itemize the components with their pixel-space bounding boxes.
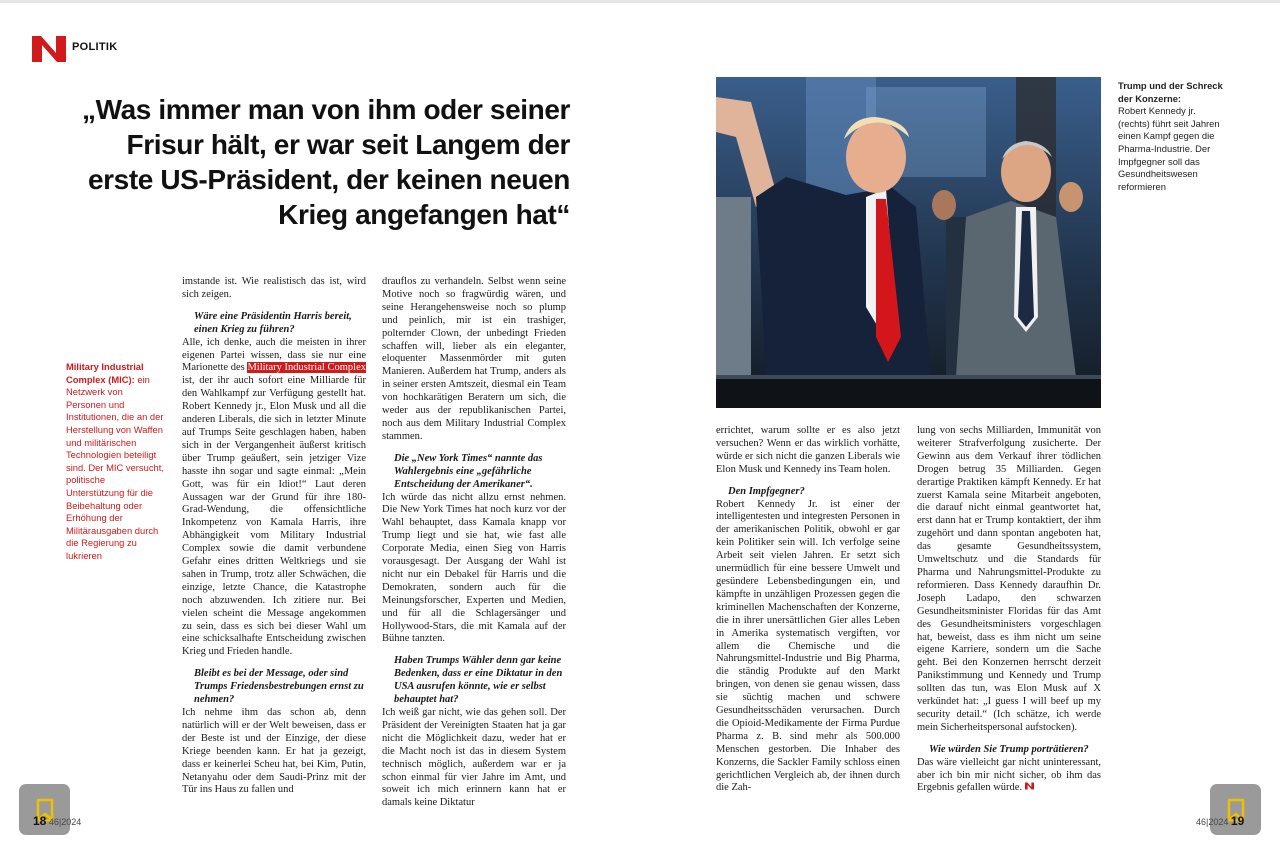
paragraph: errichtet, warum sollte er es also jetzt versuchen? Wenn er das wirklich vorhätte, würde er sich nicht die ganzen Liberals wie Elon Musk und Kennedy ins Team holen. [716, 425, 900, 475]
interview-question: Wie würden Sie Trump porträtieren? [929, 743, 1089, 755]
caption-text: Robert Kennedy jr. (rechts) führt seit Jahren einen Kampf gegen die Pharma-Industrie. Der Impfgegner soll das Gesundheitswesen reformieren [1118, 105, 1220, 192]
brand-logo-icon [32, 36, 66, 62]
paragraph: imstande ist. Wie realistisch das ist, wird sich zeigen. [182, 276, 366, 300]
article-column-4 [917, 425, 1101, 795]
end-mark-icon [1025, 782, 1034, 790]
glossary-note [66, 361, 164, 563]
paragraph: Ich nehme ihm das schon ab, denn natürlich will er der Welt beweisen, dass er der Beste ist und der Einzige, der diese Kriege beenden kann. Er hat ja gezeigt, dass er keinerlei Scheu hat, bei Kim, Putin, Netanyahu oder dem Saudi-Prinz mit der Tür ins Haus zu fallen und [182, 707, 366, 796]
section-label: POLITIK [72, 41, 118, 53]
issue-number: 46|2024 [48, 817, 82, 827]
paragraph [917, 757, 1101, 796]
article-column-2 [382, 276, 566, 810]
interview-question: Die „New York Times“ nannte das Wahlergebnis eine „gefährliche Entscheidung der Amerikaner“. [394, 452, 543, 490]
page-footer-right [1196, 814, 1244, 828]
article-column-1 [182, 276, 366, 797]
interview-question: Den Impfgegner? [728, 485, 805, 497]
glossary-text: ein Netzwerk von Personen und Institutionen, die an der Herstellung von Waffen und militärischen Technologien beteiligt sind. Der MIC versucht, politische Unterstützung für die Beibehaltung oder Erhöhung der Militärausgaben durch die Regierung zu lukrieren [66, 373, 164, 561]
pull-quote-line: Krieg angefangen hat“ [278, 199, 570, 230]
page-number: 19 [1230, 814, 1245, 828]
paragraph [182, 337, 366, 660]
pull-quote [60, 92, 570, 232]
interview-question: Wäre eine Präsidentin Harris bereit, einen Krieg zu führen? [194, 310, 352, 335]
top-rule [0, 0, 1280, 3]
photo-illustration [716, 77, 1101, 408]
page-footer-left [33, 814, 81, 828]
paragraph-text: Alle, ich denke, auch die meisten in ihrer eigenen Partei wissen, dass sie nur eine Marionette des [182, 336, 366, 374]
interview-question: Bleibt es bei der Message, oder sind Trumps Friedensbestrebungen ernst zu nehmen? [194, 668, 364, 706]
pull-quote-line: „Was immer man von ihm oder seiner [82, 94, 570, 125]
paragraph: Robert Kennedy Jr. ist einer der intelligentesten und integresten Personen in der amerikanischen Politik, obwohl er gar kein Politiker sein will. Ich verfolge seine Arbeit seit vielen Jahren. Er setzt sich unermüdlich für eine bessere Umwelt und gesündere Lebensbedingungen ein, und kämpfte in unzähligen Prozessen gegen die kriminellen Machenschaften der Konzerne, die in ihrer unersättlichen Gier alles Leben in Amerika systematisch vergiften, vor allem die Chemische und die Nahrungsmittel-Industrie und Big Pharma, die ständig Produkte auf den Markt bringen, von denen sie genau wissen, dass sie süchtig machen und schwere Gesundheitsschäden verursachen. Durch die Opioid-Medikamente der Firma Purdue Pharma z. B. sind mehr als 500.000 Menschen gestorben. Die Inhaber des Konzerns, die Sackler Family schloss einen gerichtlichen Vergleich ab, der ihnen durch die Zah- [716, 498, 900, 794]
paragraph: Ich würde das nicht allzu ernst nehmen. Die New York Times hat noch kurz vor der Wahl behauptet, dass Kamala knapp vor Trump liegt und sie hat, wie fast alle Corporate Media, einen Sieg von Harris vorausgesagt. Der Ausgang der Wahl ist nicht nur ein Debakel für Harris und die Demokraten, sondern auch für die Meinungsforscher, Experten und Medien, und für all die Schlagersänger und Hollywood-Stars, die mit Kamala auf der Bühne tanzten. [382, 491, 566, 645]
interview-question: Haben Trumps Wähler denn gar keine Bedenken, dass er eine Diktatur in den USA ausrufen könnte, wie er selbst behauptet hat? [394, 655, 563, 706]
pull-quote-line: Frisur hält, er war seit Langem der [126, 129, 570, 160]
paragraph: Ich weiß gar nicht, wie das gehen soll. Der Präsident der Vereinigten Staaten hat ja gar nicht die Möglichkeit dazu, weder hat er die Macht noch ist das in diesem System technisch möglich, außerdem war er ja schon einmal für vier Jahre im Amt, und soweit ich mich erinnern kann hat er damals keine Diktatur [382, 707, 566, 809]
paragraph-text: Das wäre vielleicht gar nicht uninteressant, aber ich bin mir nicht sicher, ob ihm das Ergebnis gefallen würde. [917, 756, 1101, 794]
article-column-3 [716, 425, 900, 795]
paragraph: lung von sechs Milliarden, Immunität von weiterer Strafverfolgung zusicherte. Der Gewinn aus dem Verkauf ihrer tödlichen Drogen betrug 35 Milliarden. Gegen derartige Praktiken kämpft Kennedy. Er hat zuerst Kamala seine Mitarbeit angeboten, die darauf nicht einmal geantwortet hat, erst dann hat er Trump kontaktiert, der ihm zugehört und dann spontan angeboten hat, das gesamte Gesundheitssystem, Umweltschutz und die Standards für Pharma und Nahrungsmittel-Produkte zu reformieren. Dass Kennedy daraufhin Dr. Joseph Ladapo, den schwarzen Gesundheitsminister Floridas für das Amt des Gesundheitsministers vorgeschlagen hat, beweist, dass es ihm nicht um seine eigene Karriere, sondern um die Sache geht. Bei den Konzernen herrscht derzeit Panikstimmung und Kennedy und Trump sollten das tun, was Elon Musk auf X verkündet hat: „I guess I will beef up my security detail.“ (Ich schätze, ich werde mein Sicherheitspersonal aufstocken). [917, 425, 1101, 733]
page-number: 18 [33, 814, 47, 828]
issue-number: 46|2024 [1196, 817, 1229, 827]
caption-title: Trump und der Schreck der Konzerne: [1118, 80, 1223, 104]
pull-quote-line: erste US-Präsident, der keinen neuen [88, 164, 570, 195]
highlighted-term: Military Industrial Complex [247, 362, 366, 374]
paragraph: drauflos zu verhandeln. Selbst wenn seine Motive noch so fragwürdig wären, und seine Herangehensweise noch so plump und peinlich, mir ist ein trashiger, polternder Clown, der unbedingt Frieden schaffen will, lieber als ein eleganter, eloquenter Massenmörder mit guten Manieren. Außerdem hat Trump, anders als in seiner ersten Amtszeit, diesmal ein Team von hochkarätigen Beratern um sich, die weder aus der republikanischen Partei, noch aus dem Military Industrial Complex stammen. [382, 276, 566, 442]
paragraph-text: ist, der ihr auch sofort eine Milliarde für den Wahlkampf zur Verfügung gestellt hat. Robert Kennedy jr., Elon Musk und all die anderen Liberals, die sich in letzter Minute auf Trumps Seite geschlagen haben, haben sich in der Vergangenheit äußerst kritisch über Trump geäußert, sein jetziger Vize hasste ihn sogar und sagte einmal: „Mein Gott, was für ein Idiot!“ Laut deren Aussagen war der Grund für ihre 180-Grad-Wendung, die offensichtliche Inkompetenz von Kamala Harris, ihre Abhängigkeit vom Military Industrial Complex sowie die damit verbundene Gefahr eines dritten Weltkriegs und sie sahen in Trump, trotz aller Schwächen, die einzige, letzte Chance, die Katastrophe noch abzuwenden. Ich zitiere nur. Bei vielen scheint die Message angekommen zu sein, dass es sich bei dieser Wahl um eine schicksalhafte Entscheidung zwischen Krieg und Frieden handle. [182, 375, 366, 658]
photo-caption [1118, 80, 1224, 193]
article-photo [716, 77, 1101, 408]
glossary-term: Military Industrial Complex (MIC): [66, 361, 144, 385]
